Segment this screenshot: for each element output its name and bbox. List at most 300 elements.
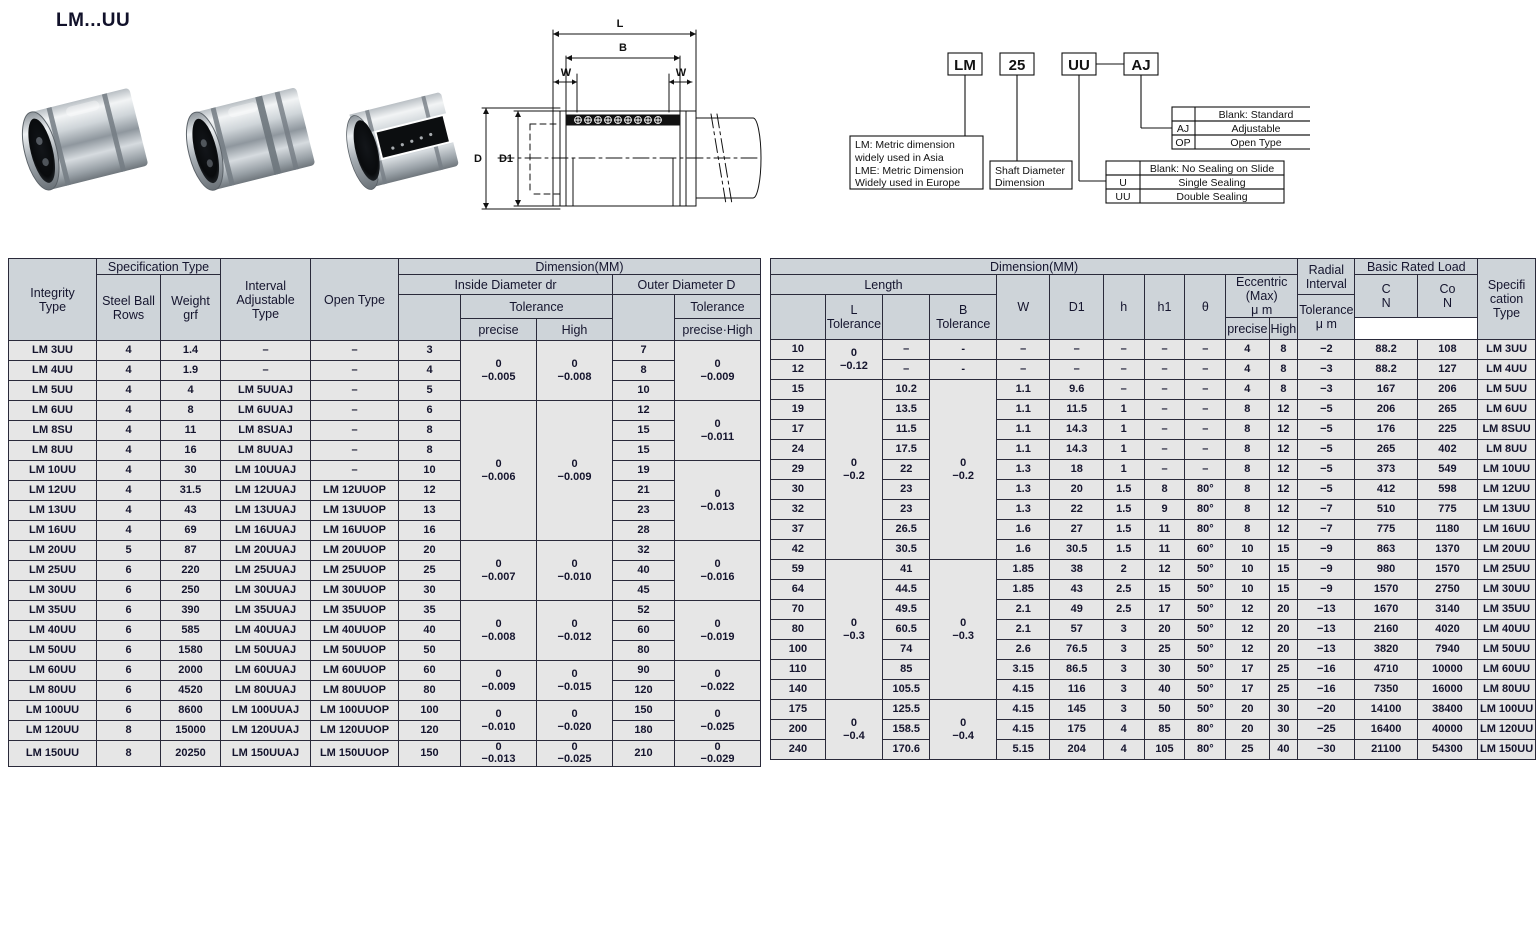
- cell-D1: 11.5: [1050, 400, 1104, 420]
- cell-integrity-type: LM 50UU: [9, 641, 97, 661]
- cell-basic-load-Co: 775: [1417, 500, 1477, 520]
- table-row: [771, 660, 1536, 680]
- cell-theta: 80°: [1185, 500, 1226, 520]
- cell-basic-load-C: 980: [1355, 560, 1417, 580]
- th-interval-l3: Type: [251, 306, 280, 321]
- cell-length-B: 49.5: [883, 600, 930, 620]
- cell-radial-interval: −7: [1298, 520, 1355, 540]
- partno-type-desc-1: Adjustable: [1231, 123, 1281, 135]
- th-interval-adjustable-type: [221, 259, 311, 341]
- cell-h: 1: [1103, 440, 1144, 460]
- cell-length-B: 60.5: [883, 620, 930, 640]
- cell-D1: 86.5: [1050, 660, 1104, 680]
- cell-h: 1: [1103, 420, 1144, 440]
- cell-radial-interval: −5: [1298, 480, 1355, 500]
- cell-weight-grf: 20250: [161, 741, 221, 767]
- cell-h1: 50: [1144, 700, 1185, 720]
- cell-inside-diameter: 10: [399, 461, 461, 481]
- cell-theta: –: [1185, 460, 1226, 480]
- cell-D1: 20: [1050, 480, 1104, 500]
- th-steel-ball-l1: Steel Ball: [102, 293, 155, 308]
- cell-outer-diameter: 32: [613, 541, 675, 561]
- cell-D1: 49: [1050, 600, 1104, 620]
- cell-specification-type: LM 50UU: [1478, 640, 1536, 660]
- cell-length-B: 105.5: [883, 680, 930, 700]
- cell-basic-load-C: 510: [1355, 500, 1417, 520]
- drawing-label-L: L: [616, 18, 624, 30]
- cell-theta: 80°: [1185, 520, 1226, 540]
- cell-open-type: LM 50UUOP: [311, 641, 399, 661]
- cell-radial-interval: −5: [1298, 420, 1355, 440]
- th-r-dimension-mm: Dimension(MM): [771, 259, 1298, 275]
- th-basic-rated-load: Basic Rated Load: [1355, 259, 1478, 275]
- cell-D1: 175: [1050, 720, 1104, 740]
- cell-length-L: 30: [771, 480, 826, 500]
- left-spec-table-wrapper: [8, 258, 761, 767]
- cell-eccentric-precise: 8: [1226, 440, 1269, 460]
- cell-theta: –: [1185, 420, 1226, 440]
- table-row: [771, 500, 1536, 520]
- th-Co: Co: [1439, 282, 1456, 296]
- cell-h1: 20: [1144, 620, 1185, 640]
- cell-radial-interval: −16: [1298, 660, 1355, 680]
- cell-D1: 204: [1050, 740, 1104, 760]
- cell-D1: 14.3: [1050, 420, 1104, 440]
- cell-weight-grf: 2000: [161, 661, 221, 681]
- cell-open-type: LM 35UUOP: [311, 601, 399, 621]
- cell-h1: 15: [1144, 580, 1185, 600]
- cell-eccentric-precise: 12: [1226, 600, 1269, 620]
- cell-specification-type: LM 3UU: [1478, 340, 1536, 360]
- cell-specification-type: LM 4UU: [1478, 360, 1536, 380]
- cell-outer-diameter: 40: [613, 561, 675, 581]
- cell-dr-tolerance-precise: 0 −0.006: [461, 401, 537, 541]
- cell-outer-diameter: 210: [613, 741, 675, 767]
- cell-basic-load-Co: 402: [1417, 440, 1477, 460]
- cell-basic-load-C: 863: [1355, 540, 1417, 560]
- cell-basic-load-C: 775: [1355, 520, 1417, 540]
- cell-h1: –: [1144, 340, 1185, 360]
- cell-length-B: –: [883, 360, 930, 380]
- cell-integrity-type: LM 12UU: [9, 481, 97, 501]
- cell-eccentric-precise: 10: [1226, 540, 1269, 560]
- cell-basic-load-C: 265: [1355, 440, 1417, 460]
- cell-specification-type: LM 13UU: [1478, 500, 1536, 520]
- th-L: L: [850, 303, 858, 317]
- th-dr-tolerance: Tolerance: [461, 295, 613, 319]
- table-row: [771, 380, 1536, 400]
- cell-W: –: [996, 340, 1050, 360]
- th-weight-l1: Weight: [171, 293, 210, 308]
- table-row: [9, 621, 761, 641]
- cell-integrity-type: LM 150UU: [9, 741, 97, 767]
- cell-outer-diameter: 52: [613, 601, 675, 621]
- cell-W: 2.1: [996, 600, 1050, 620]
- drawing-label-W1: W: [560, 67, 572, 79]
- cell-length-L: 110: [771, 660, 826, 680]
- cell-eccentric-precise: 20: [1226, 720, 1269, 740]
- cell-length-B: 10.2: [883, 380, 930, 400]
- cell-eccentric-precise: 20: [1226, 700, 1269, 720]
- cell-integrity-type: LM 40UU: [9, 621, 97, 641]
- cell-B-tolerance: -: [930, 360, 997, 380]
- partno-sealing-desc-2: Double Sealing: [1176, 191, 1248, 203]
- th-h1: h1: [1144, 275, 1185, 340]
- cell-W: 1.3: [996, 460, 1050, 480]
- cell-integrity-type: LM 8SU: [9, 421, 97, 441]
- cell-D1: 116: [1050, 680, 1104, 700]
- th-integrity-type-l2: Type: [38, 299, 67, 314]
- th-B: B: [959, 303, 968, 317]
- cell-inside-diameter: 35: [399, 601, 461, 621]
- cell-eccentric-precise: 12: [1226, 640, 1269, 660]
- cell-h: –: [1103, 340, 1144, 360]
- cell-basic-load-Co: 2750: [1417, 580, 1477, 600]
- cell-theta: 80°: [1185, 480, 1226, 500]
- cell-specification-type: LM 60UU: [1478, 660, 1536, 680]
- cell-weight-grf: 4: [161, 381, 221, 401]
- cell-h1: 11: [1144, 520, 1185, 540]
- th-weight-grf: [161, 275, 221, 341]
- cell-length-B: 26.5: [883, 520, 930, 540]
- cell-weight-grf: 220: [161, 561, 221, 581]
- cell-D1: 57: [1050, 620, 1104, 640]
- cell-interval-adjustable-type: LM 6UUAJ: [221, 401, 311, 421]
- cell-dr-tolerance-precise: 0 −0.007: [461, 541, 537, 601]
- th-radial-l3: Tolerance: [1299, 303, 1354, 317]
- cell-inside-diameter: 150: [399, 741, 461, 767]
- table-row: [771, 580, 1536, 600]
- cell-length-L: 175: [771, 700, 826, 720]
- cell-W: 1.1: [996, 380, 1050, 400]
- cell-theta: –: [1185, 340, 1226, 360]
- cell-specification-type: LM 16UU: [1478, 520, 1536, 540]
- cell-eccentric-high: 12: [1269, 520, 1298, 540]
- cell-W: 1.1: [996, 420, 1050, 440]
- cell-eccentric-high: 8: [1269, 380, 1298, 400]
- cell-weight-grf: 390: [161, 601, 221, 621]
- cell-basic-load-Co: 10000: [1417, 660, 1477, 680]
- th-outer-diameter: Outer Diameter D: [613, 275, 761, 295]
- cell-eccentric-high: 25: [1269, 660, 1298, 680]
- table-row: [771, 340, 1536, 360]
- th-r-spec-l1: Specifi: [1487, 278, 1526, 292]
- cell-B-tolerance: 0 −0.4: [930, 700, 997, 760]
- cell-eccentric-high: 15: [1269, 580, 1298, 600]
- cell-weight-grf: 1.4: [161, 341, 221, 361]
- cell-W: 1.3: [996, 480, 1050, 500]
- cell-basic-load-Co: 40000: [1417, 720, 1477, 740]
- cell-inside-diameter: 3: [399, 341, 461, 361]
- cell-inside-diameter: 60: [399, 661, 461, 681]
- cell-interval-adjustable-type: LM 25UUAJ: [221, 561, 311, 581]
- cell-radial-interval: −30: [1298, 740, 1355, 760]
- cell-dr-tolerance-high: 0 −0.012: [537, 601, 613, 661]
- cell-interval-adjustable-type: LM 8SUAJ: [221, 421, 311, 441]
- cell-h1: –: [1144, 420, 1185, 440]
- cell-h: 2: [1103, 560, 1144, 580]
- cell-interval-adjustable-type: LM 60UUAJ: [221, 661, 311, 681]
- cell-eccentric-high: 8: [1269, 360, 1298, 380]
- cell-inside-diameter: 80: [399, 681, 461, 701]
- cell-basic-load-Co: 265: [1417, 400, 1477, 420]
- cell-theta: 50°: [1185, 640, 1226, 660]
- cell-theta: 80°: [1185, 720, 1226, 740]
- cell-weight-grf: 43: [161, 501, 221, 521]
- th-ecc-l1: Eccentric: [1236, 275, 1288, 289]
- cell-specification-type: LM 10UU: [1478, 460, 1536, 480]
- cell-basic-load-C: 4710: [1355, 660, 1417, 680]
- cell-interval-adjustable-type: LM 120UUAJ: [221, 721, 311, 741]
- cell-h: 1.5: [1103, 520, 1144, 540]
- cell-outer-diameter: 7: [613, 341, 675, 361]
- cell-steel-ball-rows: 6: [97, 681, 161, 701]
- cell-eccentric-precise: 12: [1226, 620, 1269, 640]
- cell-length-B: 41: [883, 560, 930, 580]
- cell-length-L: 59: [771, 560, 826, 580]
- cell-dr-tolerance-precise: 0 −0.009: [461, 661, 537, 701]
- part-number-diagram: [840, 45, 1310, 225]
- cell-theta: 60°: [1185, 540, 1226, 560]
- cell-basic-load-Co: 3140: [1417, 600, 1477, 620]
- cell-theta: –: [1185, 400, 1226, 420]
- cell-interval-adjustable-type: –: [221, 361, 311, 381]
- cell-weight-grf: 31.5: [161, 481, 221, 501]
- table-row: [771, 640, 1536, 660]
- cell-length-B: 44.5: [883, 580, 930, 600]
- cell-D1: 22: [1050, 500, 1104, 520]
- cell-outer-diameter: 19: [613, 461, 675, 481]
- cell-D1: 38: [1050, 560, 1104, 580]
- drawing-label-W2: W: [675, 67, 687, 79]
- cell-basic-load-Co: 4020: [1417, 620, 1477, 640]
- cell-length-B: 22: [883, 460, 930, 480]
- cell-outer-diameter: 150: [613, 701, 675, 721]
- cell-specification-type: LM 12UU: [1478, 480, 1536, 500]
- cell-eccentric-precise: 8: [1226, 460, 1269, 480]
- cell-D1: 27: [1050, 520, 1104, 540]
- th-radial-interval: [1298, 259, 1355, 295]
- th-Co-unit: N: [1442, 296, 1452, 310]
- table-row: [9, 341, 761, 361]
- cell-open-type: LM 120UUOP: [311, 721, 399, 741]
- cell-dr-tolerance-high: 0 −0.025: [537, 741, 613, 767]
- cell-basic-load-Co: 1180: [1417, 520, 1477, 540]
- partno-sealing-desc-0: Blank: No Sealing on Slide: [1149, 163, 1275, 175]
- cell-open-type: –: [311, 381, 399, 401]
- cell-h1: 17: [1144, 600, 1185, 620]
- cell-interval-adjustable-type: LM 8UUAJ: [221, 441, 311, 461]
- cell-steel-ball-rows: 8: [97, 741, 161, 767]
- cell-W: 4.15: [996, 680, 1050, 700]
- cell-theta: 50°: [1185, 560, 1226, 580]
- table-row: [9, 441, 761, 461]
- cell-basic-load-Co: 127: [1417, 360, 1477, 380]
- cell-basic-load-C: 88.2: [1355, 340, 1417, 360]
- cell-outer-diameter: 23: [613, 501, 675, 521]
- partno-type-code-1: AJ: [1176, 123, 1190, 135]
- cell-steel-ball-rows: 6: [97, 561, 161, 581]
- left-table-body: [9, 341, 761, 767]
- cell-eccentric-high: 40: [1269, 740, 1298, 760]
- cell-inside-diameter: 20: [399, 541, 461, 561]
- cell-W: 5.15: [996, 740, 1050, 760]
- cell-steel-ball-rows: 4: [97, 521, 161, 541]
- th-od-precise-high: precise·High: [675, 319, 761, 341]
- th-ecc-precise: precise: [1226, 318, 1269, 340]
- cell-h: 4: [1103, 740, 1144, 760]
- cell-eccentric-high: 12: [1269, 440, 1298, 460]
- cell-inside-diameter: 40: [399, 621, 461, 641]
- cell-specification-type: LM 20UU: [1478, 540, 1536, 560]
- product-image-open-type: [340, 88, 470, 198]
- cell-W: 4.15: [996, 720, 1050, 740]
- cell-open-type: LM 80UUOP: [311, 681, 399, 701]
- th-radial-l2: Interval: [1305, 276, 1347, 291]
- cell-specification-type: LM 5UU: [1478, 380, 1536, 400]
- cell-weight-grf: 250: [161, 581, 221, 601]
- cell-outer-diameter: 21: [613, 481, 675, 501]
- cell-basic-load-C: 14100: [1355, 700, 1417, 720]
- cell-basic-load-Co: 598: [1417, 480, 1477, 500]
- cell-length-L: 17: [771, 420, 826, 440]
- th-od-value: [613, 295, 675, 341]
- cell-radial-interval: −9: [1298, 580, 1355, 600]
- cell-D1: 30.5: [1050, 540, 1104, 560]
- cell-length-B: 125.5: [883, 700, 930, 720]
- cell-h1: 30: [1144, 660, 1185, 680]
- cell-eccentric-precise: 8: [1226, 480, 1269, 500]
- cell-dr-tolerance-precise: 0 −0.013: [461, 741, 537, 767]
- cell-interval-adjustable-type: LM 35UUAJ: [221, 601, 311, 621]
- cell-outer-diameter: 60: [613, 621, 675, 641]
- cell-integrity-type: LM 120UU: [9, 721, 97, 741]
- table-row: [9, 641, 761, 661]
- cell-inside-diameter: 30: [399, 581, 461, 601]
- th-B-tolerance: [930, 295, 997, 340]
- th-dimension-mm: Dimension(MM): [399, 259, 761, 275]
- cell-open-type: –: [311, 361, 399, 381]
- cell-length-L: 80: [771, 620, 826, 640]
- th-L-tolerance: [825, 295, 882, 340]
- cell-eccentric-precise: 8: [1226, 400, 1269, 420]
- page-title: LM...UU: [56, 10, 131, 31]
- cell-weight-grf: 87: [161, 541, 221, 561]
- cell-dr-tolerance-precise: 0 −0.010: [461, 701, 537, 741]
- cell-open-type: –: [311, 441, 399, 461]
- cell-weight-grf: 1.9: [161, 361, 221, 381]
- cell-inside-diameter: 4: [399, 361, 461, 381]
- cell-eccentric-high: 20: [1269, 620, 1298, 640]
- th-Co-N: [1417, 275, 1477, 318]
- cell-outer-diameter: 80: [613, 641, 675, 661]
- cell-steel-ball-rows: 4: [97, 381, 161, 401]
- cell-steel-ball-rows: 6: [97, 701, 161, 721]
- cell-steel-ball-rows: 4: [97, 501, 161, 521]
- cell-length-L: 64: [771, 580, 826, 600]
- th-B-tol-label: Tolerance: [936, 317, 991, 331]
- table-row: [9, 401, 761, 421]
- table-row: [9, 741, 761, 767]
- cell-open-type: LM 12UUOP: [311, 481, 399, 501]
- cell-outer-diameter: 45: [613, 581, 675, 601]
- cell-W: –: [996, 360, 1050, 380]
- cell-outer-diameter: 28: [613, 521, 675, 541]
- cell-D1: –: [1050, 340, 1104, 360]
- cell-basic-load-C: 3820: [1355, 640, 1417, 660]
- cell-D1: 14.3: [1050, 440, 1104, 460]
- cell-radial-interval: −16: [1298, 680, 1355, 700]
- cell-W: 1.85: [996, 580, 1050, 600]
- cell-dr-tolerance-high: 0 −0.020: [537, 701, 613, 741]
- cell-inside-diameter: 100: [399, 701, 461, 721]
- cell-length-L: 32: [771, 500, 826, 520]
- cell-h: 3: [1103, 660, 1144, 680]
- cell-D1: 43: [1050, 580, 1104, 600]
- cell-length-L: 12: [771, 360, 826, 380]
- table-row: [771, 720, 1536, 740]
- table-row: [9, 381, 761, 401]
- cell-outer-diameter: 15: [613, 421, 675, 441]
- cell-steel-ball-rows: 4: [97, 421, 161, 441]
- cell-eccentric-precise: 4: [1226, 340, 1269, 360]
- cell-interval-adjustable-type: LM 10UUAJ: [221, 461, 311, 481]
- cell-integrity-type: LM 30UU: [9, 581, 97, 601]
- cell-eccentric-high: 12: [1269, 400, 1298, 420]
- cell-specification-type: LM 150UU: [1478, 740, 1536, 760]
- cell-steel-ball-rows: 6: [97, 641, 161, 661]
- th-radial-tolerance: [1298, 295, 1355, 340]
- cell-weight-grf: 1580: [161, 641, 221, 661]
- cell-h: 3: [1103, 640, 1144, 660]
- cell-integrity-type: LM 6UU: [9, 401, 97, 421]
- th-integrity-type-l1: Integrity: [30, 285, 75, 300]
- cell-integrity-type: LM 13UU: [9, 501, 97, 521]
- cell-h1: 12: [1144, 560, 1185, 580]
- table-row: [771, 700, 1536, 720]
- table-row: [771, 480, 1536, 500]
- cell-D1: 9.6: [1050, 380, 1104, 400]
- cell-theta: 50°: [1185, 660, 1226, 680]
- cell-basic-load-Co: 1370: [1417, 540, 1477, 560]
- cell-open-type: –: [311, 421, 399, 441]
- cell-inside-diameter: 16: [399, 521, 461, 541]
- cell-eccentric-high: 20: [1269, 600, 1298, 620]
- cell-steel-ball-rows: 6: [97, 581, 161, 601]
- cell-theta: –: [1185, 440, 1226, 460]
- cell-integrity-type: LM 35UU: [9, 601, 97, 621]
- cell-h: –: [1103, 380, 1144, 400]
- cell-radial-interval: −13: [1298, 600, 1355, 620]
- cell-B-tolerance: 0 −0.2: [930, 380, 997, 560]
- cell-basic-load-C: 176: [1355, 420, 1417, 440]
- cell-eccentric-high: 12: [1269, 420, 1298, 440]
- cell-W: 3.15: [996, 660, 1050, 680]
- cell-length-B: 23: [883, 480, 930, 500]
- cell-W: 1.85: [996, 560, 1050, 580]
- cell-length-B: 74: [883, 640, 930, 660]
- cell-length-L: 24: [771, 440, 826, 460]
- partno-box-prefix: LM: [954, 57, 976, 74]
- cell-od-tolerance: 0 −0.016: [675, 541, 761, 601]
- cell-h: 4: [1103, 720, 1144, 740]
- cell-L-tolerance: 0 −0.4: [825, 700, 882, 760]
- cell-weight-grf: 585: [161, 621, 221, 641]
- th-specification-type: Specification Type: [97, 259, 221, 275]
- th-W: W: [996, 275, 1050, 340]
- cell-length-L: 100: [771, 640, 826, 660]
- cell-specification-type: LM 30UU: [1478, 580, 1536, 600]
